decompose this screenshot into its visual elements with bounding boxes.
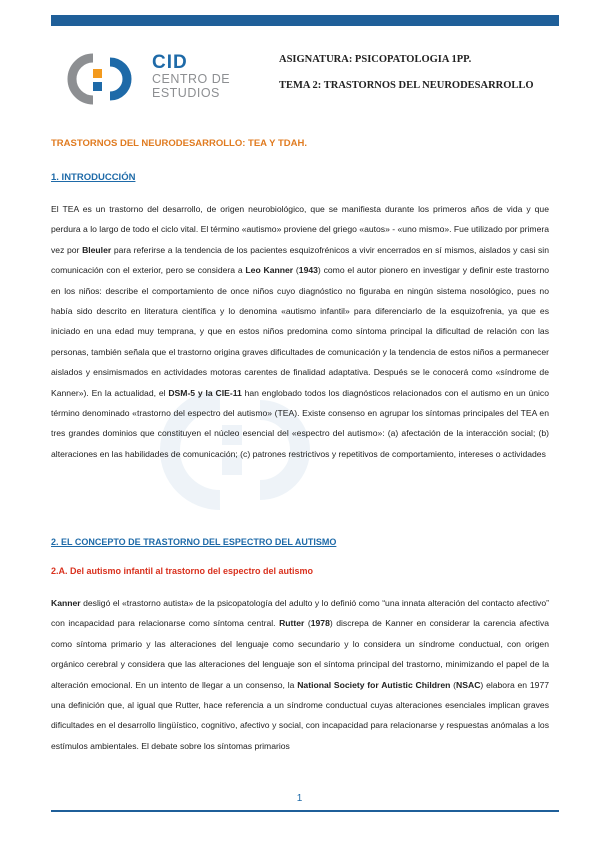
logo-wordmark (152, 54, 230, 100)
page-number: 1 (296, 793, 303, 804)
subject-line: ASIGNATURA: PSICOPATOLOGIA 1PP. (279, 54, 472, 65)
header-info (279, 54, 534, 106)
intro-paragraph: El TEA es un trastorno del desarrollo, de origen neurobiológico, que se manifiesta durante los primeros años de vida y que perdura a lo largo de todo el ciclo vital. El término «autismo» proviene del griego «autos» - «uno mismo». Fue utilizado por primera vez por Bleuler para referirse a la tendencia de los pacientes esquizofrénicos a vivir encerrados en sí mismos, aislados y casi sin comunicación con el exterior, pero se considera a Leo Kanner (1943) como el autor pionero en investigar y definir este trastorno en los niños: describe el comportamiento de once niños cuyo diagnóstico no figuraba en ningún sistema nosológico, pues no había sido descrito en literatura científica y lo denomina «autismo infantil» para diferenciarlo de la esquizofrenia, ya que es iniciado en una edad muy temprana, y que en estos niños predomina como síntoma principal la dificultad de relación con las personas, también señala que el trastorno origina graves dificultades de comunicación y la tendencia de estos niños a permanecer aislados y ensimismados en actividades motoras carentes de finalidad adaptativa. Después se le conocerá como «síndrome de Kanner»). En la actualidad, el DSM-5 y la CIE-11 han englobado todos los diagnósticos relacionados con el autismo en un único término denominado «trastorno del espectro del autismo» (TEA). Existe consenso en agrupar los síntomas principales del TEA en tres grandes dominios que constituyen el núcleo esencial del «espectro del autismo»: (a) afectación de la interacción social; (b) alteraciones en las habilidades de comunicación; (c) patrones restrictivos y repetitivos de comportamiento, intereses o actividades (51, 204, 549, 459)
logo-line2: ESTUDIOS (152, 86, 220, 100)
section-2-heading: 2. EL CONCEPTO DE TRASTORNO DEL ESPECTRO DEL AUTISMO (51, 537, 337, 547)
topic-line: TEMA 2: TRASTORNOS DEL NEURODESARROLLO (279, 80, 534, 91)
cid-logo-mark (72, 58, 127, 100)
logo-line1: CENTRO DE (152, 72, 231, 86)
document-title: TRASTORNOS DEL NEURODESARROLLO: TEA Y TDAH. (51, 138, 307, 149)
section-2a-paragraph: Kanner desligó el «trastorno autista» de la psicopatología del adulto y lo definió como “una innata alteración del contacto afectivo” con incapacidad para relacionarse como síntoma central. Rutter (1978) discrepa de Kanner en considerar la carencia afectiva como síntoma primario y las alteraciones del lenguaje como secundario y lo considera un síndrome conductual, con origen orgánico cerebral y considera que las alteraciones del lenguaje son el síntoma principal del trastorno, minimizando el papel de la alteración emocional. En un intento de llegar a un consenso, la National Society for Autistic Children (NSAC) elabora en 1977 una definición que, al igual que Rutter, hace referencia a un síndrome conductual cuyas alteraciones esenciales implican graves dificultades en el desarrollo lingüístico, cognitivo, afectivo y social, con incapacidad para relacionarse y respuestas anómalas a los estímulos ambientales. El debate sobre los síntomas primarios (51, 598, 550, 751)
section-1-heading: 1. INTRODUCCIÓN (51, 172, 136, 183)
top-color-bar (51, 15, 559, 26)
subsection-2a-heading: 2.A. Del autismo infantil al trastorno del espectro del autismo (51, 566, 314, 576)
logo-cid-text: CID (152, 52, 188, 73)
bottom-color-bar (51, 810, 559, 812)
